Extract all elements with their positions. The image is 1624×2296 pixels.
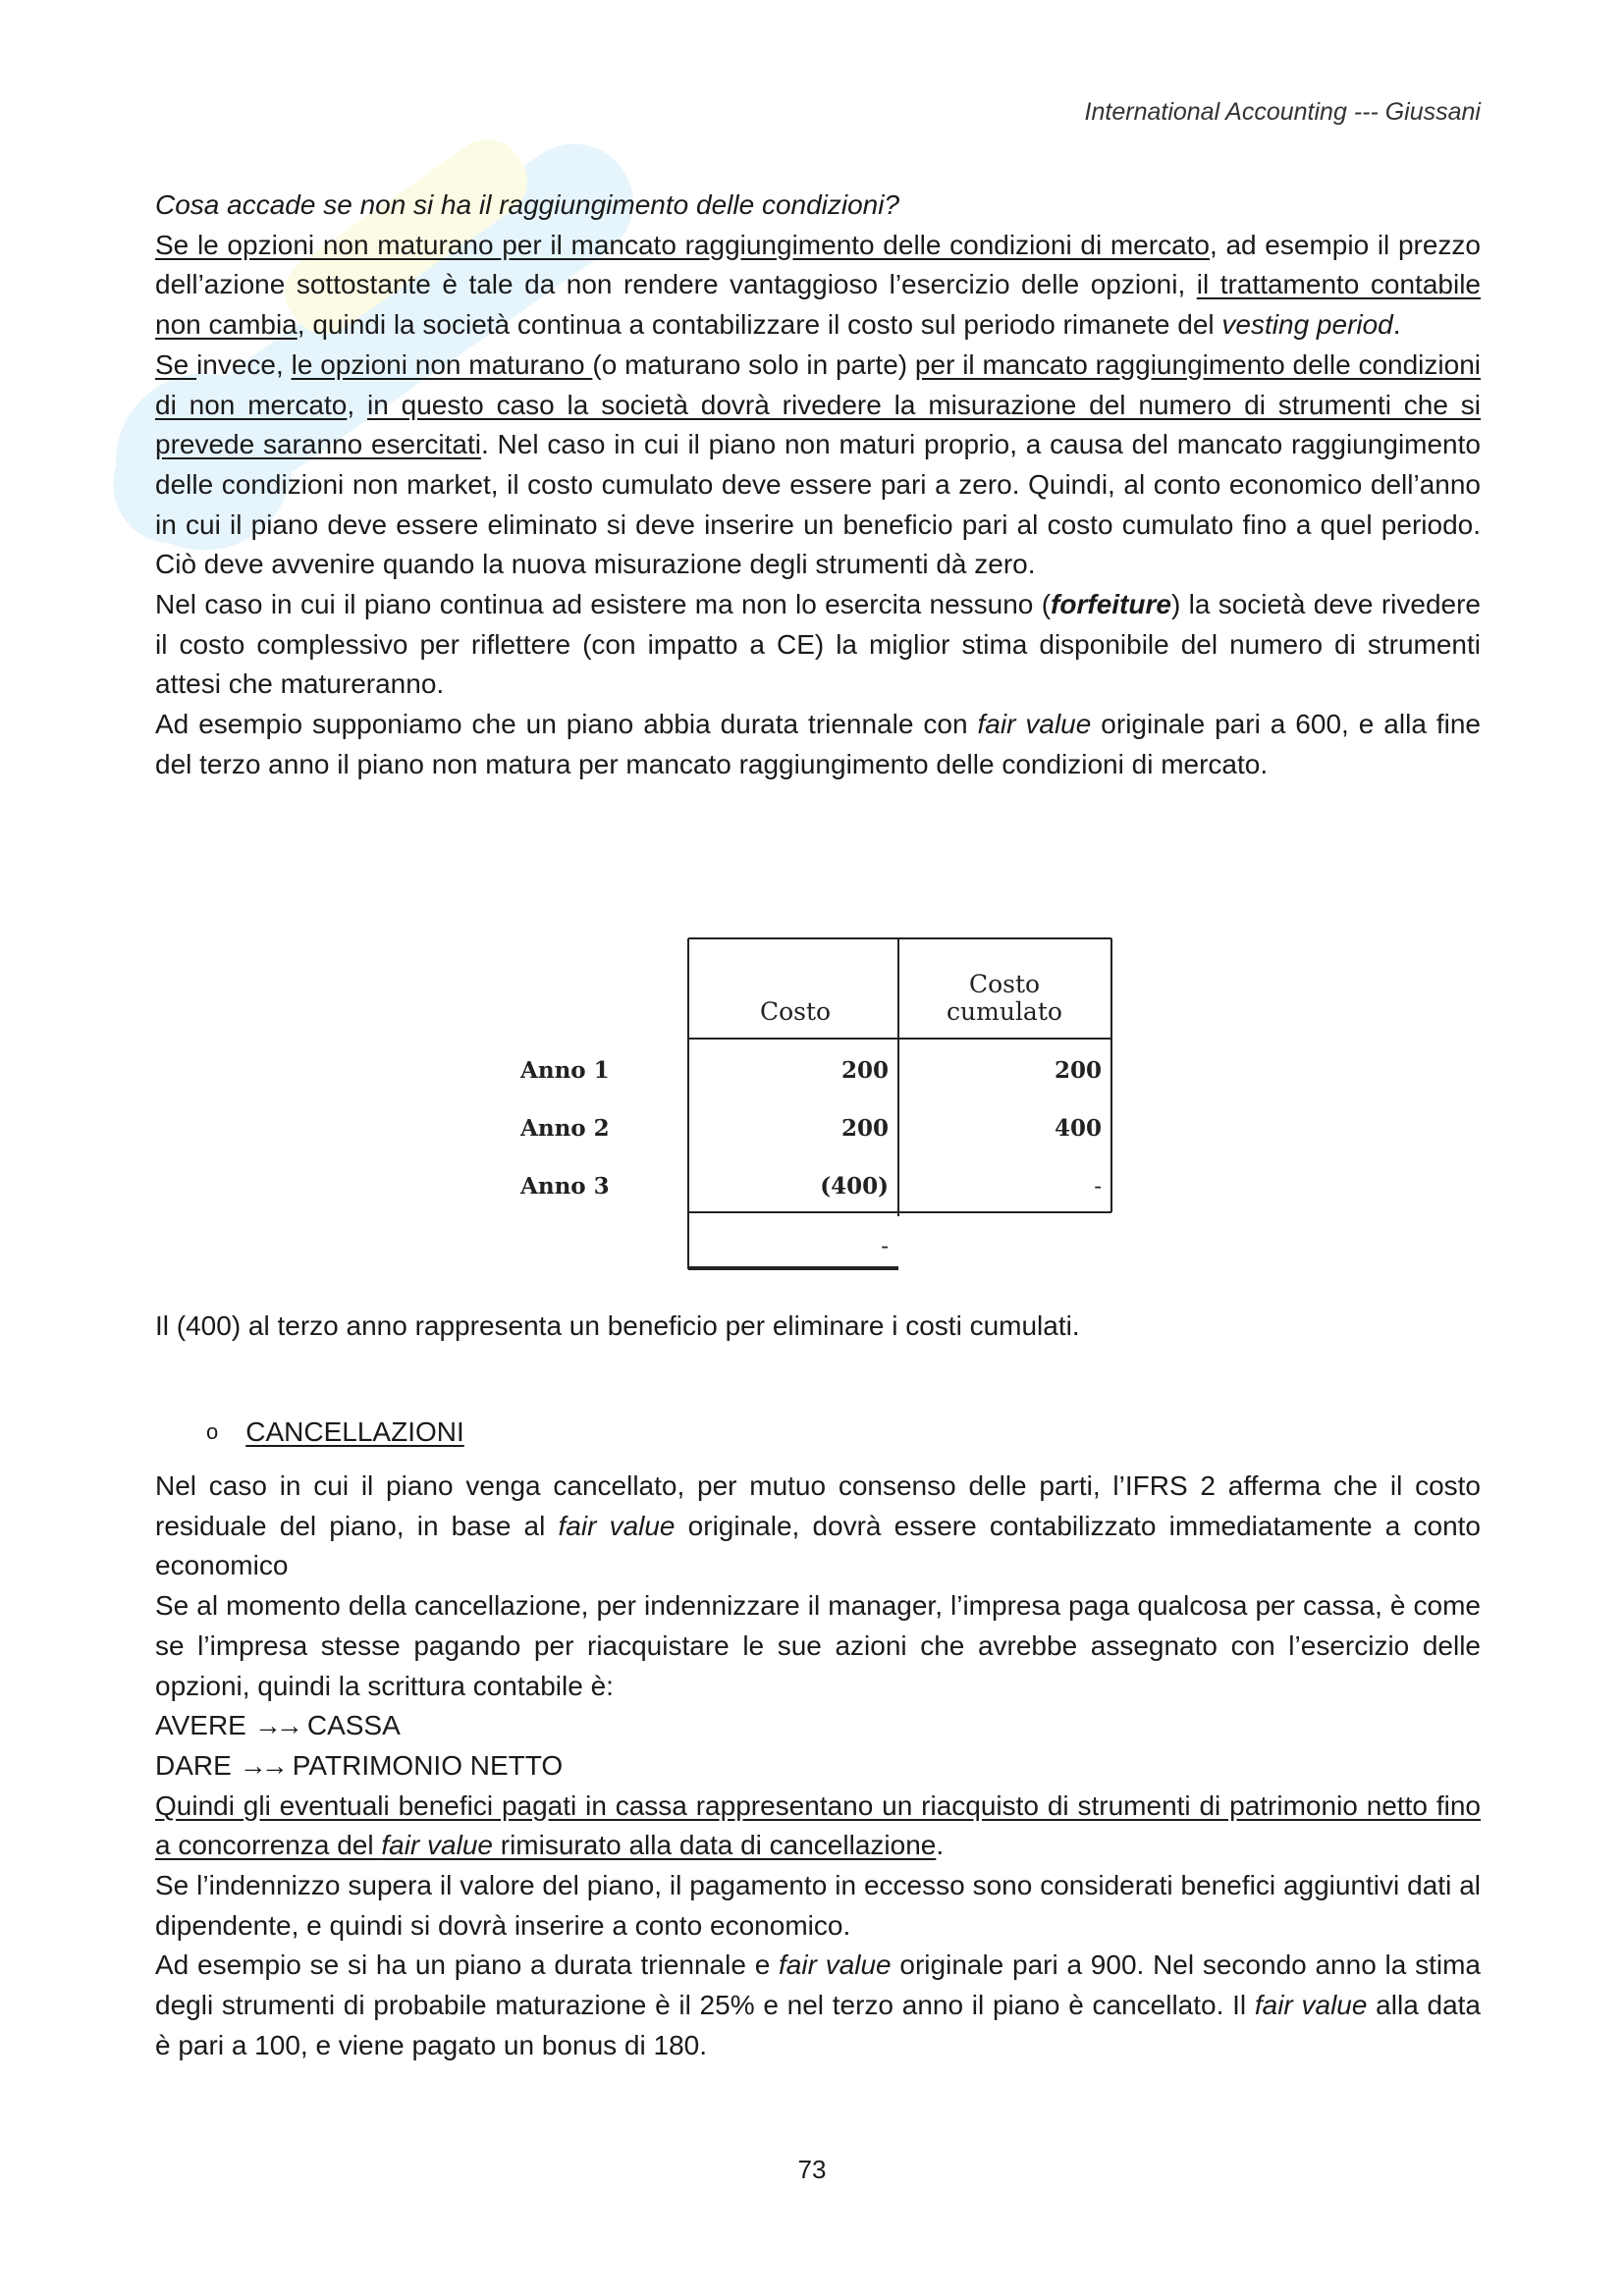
journal-entry-dare: DARE →→ PATRIMONIO NETTO — [155, 1749, 564, 1781]
running-header: International Accounting --- Giussani — [1084, 98, 1481, 126]
table-total-cell: - — [881, 1234, 889, 1259]
hollow-bullet-icon: o — [206, 1419, 219, 1444]
table-cell-cumulato: - — [1094, 1174, 1102, 1200]
body-text-section-1 — [155, 186, 1481, 785]
cost-table — [511, 937, 1119, 1271]
double-arrow-icon: →→ — [239, 1749, 283, 1781]
paragraph-forfeiture: Nel caso in cui il piano continua ad esistere ma non lo esercita nessuno (forfeiture) la società deve rivedere il costo complessivo per riflettere (con impatto a CE) la miglior stima disponibile del numero di strumenti attesi che matureranno. — [155, 589, 1481, 700]
page-number: 73 — [797, 2155, 827, 2184]
table-row-label: Anno 1 — [520, 1057, 610, 1084]
table-cell-cumulato: 200 — [1054, 1057, 1102, 1084]
section-heading-cancellazioni — [206, 1416, 464, 1448]
paragraph-example-1: Ad esempio supponiamo che un piano abbia durata triennale con fair value originale pari a 600, e alla fine del terzo anno il piano non matura per mancato raggiungimento delle condizioni di mercato. — [155, 709, 1481, 779]
table-header-costo-cumulato-1: Costo — [968, 970, 1041, 998]
table-cell-cumulato: 400 — [1054, 1115, 1102, 1142]
table-cell-costo: (400) — [820, 1173, 889, 1200]
table-header-costo: Costo — [759, 997, 832, 1026]
table-row-label: Anno 2 — [520, 1115, 610, 1142]
paragraph-cash-payment: Se al momento della cancellazione, per indennizzare il manager, l’impresa paga qualcosa per cassa, è come se l’impresa stesse pagando per riacquistare le sue azioni che avrebbe assegnato con l’esercizio delle opzioni, quindi la scrittura contabile è: — [155, 1590, 1481, 1701]
question-line: Cosa accade se non si ha il raggiungimento delle condizioni? — [155, 189, 900, 220]
journal-entry-avere: AVERE →→ CASSA — [155, 1710, 401, 1741]
body-text-section-2 — [155, 1467, 1481, 2066]
paragraph-example-2: Ad esempio se si ha un piano a durata triennale e fair value originale pari a 900. Nel secondo anno la stima degli strumenti di probabile maturazione è il 25% e nel terzo anno il piano è cancellato. Il fair value alla data è pari a 100, e viene pagato un bonus di 180. — [155, 1949, 1481, 2060]
table-header-costo-cumulato-2: cumulato — [947, 997, 1062, 1026]
paragraph-non-market-conditions: Se invece, le opzioni non maturano (o maturano solo in parte) per il mancato raggiungimento delle condizioni di non mercato, in questo caso la società dovrà rivedere la misurazione del numero di strumenti che si prevede saranno esercitati. Nel caso in cui il piano non maturi proprio, a causa del mancato raggiungimento delle condizioni non market, il costo cumulato deve essere pari a zero. Quindi, al conto economico dell’anno in cui il piano deve essere eliminato si deve inserire un beneficio pari al costo cumulato fino a quel periodo. Ciò deve avvenire quando la nuova misurazione degli strumenti dà zero. — [155, 348, 1481, 580]
paragraph-repurchase: Quindi gli eventuali benefici pagati in cassa rappresentano un riacquisto di strumenti di patrimonio netto fino a concorrenza del fair value rimisurato alla data di cancellazione. — [155, 1789, 1481, 1861]
after-table-sentence: Il (400) al terzo anno rappresenta un beneficio per eliminare i costi cumulati. — [155, 1310, 1080, 1341]
heading-text: CANCELLAZIONI — [245, 1416, 464, 1447]
table-cell-costo: 200 — [840, 1115, 889, 1142]
after-table-text — [155, 1307, 1481, 1347]
paragraph-cancellation: Nel caso in cui il piano venga cancellato, per mutuo consenso delle parti, l’IFRS 2 afferma che il costo residuale del piano, in base al fair value originale, dovrà essere contabilizzato immediatamente a conto economico — [155, 1470, 1481, 1581]
paragraph-excess: Se l’indennizzo supera il valore del piano, il pagamento in eccesso sono considerati benefici aggiuntivi dati al dipendente, e quindi si dovrà inserire a conto economico. — [155, 1870, 1481, 1941]
double-arrow-icon: →→ — [253, 1710, 298, 1741]
table-row-label: Anno 3 — [520, 1173, 610, 1200]
paragraph-market-conditions: Se le opzioni non maturano per il mancato raggiungimento delle condizioni di mercato, ad esempio il prezzo dell’azione sottostante è tale da non rendere vantaggioso l’esercizio delle opzioni, il trattamento contabile non cambia, quindi la società continua a contabilizzare il costo sul periodo rimanete del vesting period. — [155, 229, 1481, 341]
table-cell-costo: 200 — [840, 1057, 889, 1084]
